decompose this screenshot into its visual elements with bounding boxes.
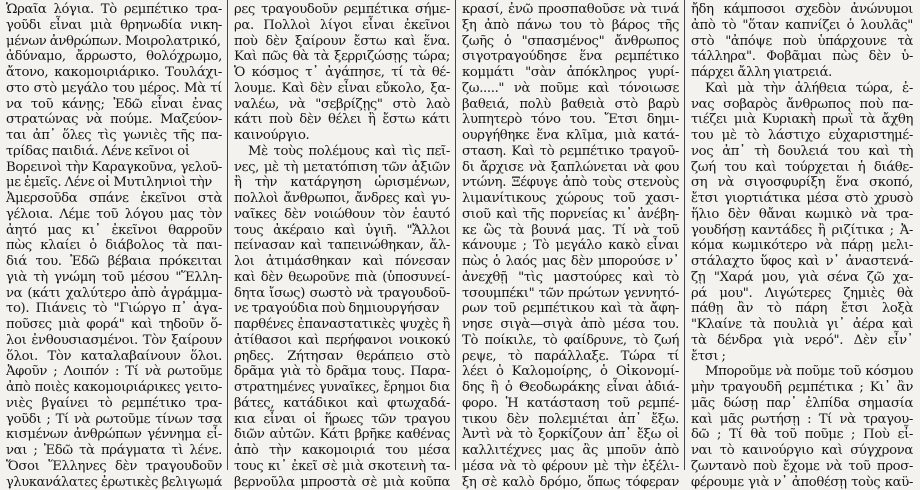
text-line: ζωῆς ὁ "σπασμένος" ἄνθρωπος: [462, 34, 679, 50]
text-line: λουμε. Καὶ δὲν εἶναι εὔκολο, ξα-: [234, 81, 450, 97]
text-line: ἤδη κάμποσοι σχεδὸν ἀνώνυμοι: [691, 2, 913, 18]
text-line: με ἐμεῖς. Λένε οἱ Μυτιληνιοὶ τὴν: [6, 175, 222, 191]
text-line: μένων ἀνθρώπων. Μοιρολατρικό,: [6, 34, 222, 50]
text-line: Μποροῦμε νὰ ποῦμε τοῦ κόσμου: [691, 364, 913, 380]
text-line: μᾶς δώσῃ παρ᾽ ἐλπίδα σημασία: [691, 396, 913, 412]
text-line: λυπητερὸ τόνο του. Ἔτσι δημι-: [462, 112, 679, 128]
text-line: ἀπὸ τὴν κακομοιριά του μέσα: [234, 443, 450, 459]
text-line: σταση. Καὶ τὸ ρεμπέτικο τραγοῦ-: [462, 144, 679, 160]
text-line: στάλαχτο ὕφος καὶ ν᾽ ἀναστενά-: [691, 254, 913, 270]
text-line: μέσα νὰ τὸ φέρουν μὲ τὴν ἐξέλι-: [462, 459, 679, 475]
text-line: τάλληρα". Φοβᾶμαι πὼς δὲν ὑ-: [691, 49, 913, 65]
text-line: ποὺ δὲν ξαίρουν ἔστω καὶ ἕνα.: [234, 34, 450, 50]
text-line: δρᾶμα γιὰ τὸ δρᾶμα τους. Παρα-: [234, 364, 450, 380]
text-line: ση νὰ σιγοσφυρίξη ἕνα σκοπό,: [691, 175, 913, 191]
text-line: "Κλαίνε τὰ πουλιὰ γι᾽ ἀέρα καὶ: [691, 317, 913, 333]
text-line: διῶν αὐτῶν. Κάτι βρῆκε καθένας: [234, 427, 450, 443]
text-line: το). Πιάνεις τὸ "Γιώργο π᾽ ἀγα-: [6, 301, 222, 317]
text-column-1: [4, 2, 224, 470]
text-line: Ἀφοῦν ; Λοιπόν : Τί νὰ ρωτοῦμε: [6, 364, 222, 380]
text-line: Βορεινοὶ τὴν Καραγκοῦνα, γελοῦ-: [6, 160, 222, 176]
text-line: κομμάτι "σὰν ἀπόκληρος γυρί-: [462, 65, 679, 81]
text-line: λέει ὁ Καλομοίρης, ὁ Οἰκονομί-: [462, 364, 679, 380]
text-line: σιοῦ καὶ τῆς πορνείας κι᾽ ἀνέβη-: [462, 207, 679, 223]
text-line: καὶ μᾶς ρωτήσῃ : Τί νὰ τραγου-: [691, 412, 913, 428]
text-line: δῶ ; Τί θὰ τοῦ ποῦμε ; Ποὺ εἶ-: [691, 427, 913, 443]
text-line: γιὰ τὴ γνώμη τοῦ μέσου "Ἕλλη-: [6, 270, 222, 286]
text-line: κισμένων ἀνθρώπων γέννημα εἶ-: [6, 427, 222, 443]
text-line: νησε σιγὰ—σιγὰ ἀπὸ μέσα του.: [462, 317, 679, 333]
text-line: ζωντανὸ ποὺ ἔχομε νὰ τοῦ προσ-: [691, 459, 913, 475]
text-line: καινούργιο.: [234, 128, 450, 144]
text-line: καὶ δὲν θεωροῦνε πιὰ (ὑποσυνεί-: [234, 270, 450, 286]
text-line: φορο. Ἡ κατάσταση τοῦ ρεμπέ-: [462, 396, 679, 412]
text-line: στο στὸ μεγάλο του μέρος. Μὰ τί: [6, 81, 222, 97]
text-column-3: [460, 2, 681, 470]
text-line: πάρχει ἄλλη γιατρειά.: [691, 65, 913, 81]
text-line: λιμανίτικους χώρους τοῦ χασι-: [462, 191, 679, 207]
text-line: μὴν τραγουδῆ ρεμπέτικα ; Κι᾽ ἂν: [691, 380, 913, 396]
text-line: νος ἀπ᾽ τὴ δουλειά του καὶ τὴ: [691, 144, 913, 160]
text-line: κρασί, ἐνῶ προσπαθοῦσε νὰ τινά: [462, 2, 679, 18]
text-line: του μὲ τὸ λάστιχο εὐχαριστημέ-: [691, 128, 913, 144]
text-line: ἔτσι ;: [691, 349, 913, 365]
text-line: ἀτίθασοι καὶ περήφανοι νοικοκύ: [234, 333, 450, 349]
text-line: ἀητό μας κι᾽ ἐκεῖνοι θαρροῦν: [6, 223, 222, 239]
text-line: γουδήσῃ καντάδες ἢ ριζίτικα ; Ἀ-: [691, 223, 913, 239]
text-line: ζωή του καὶ τούρχεται ἡ διάθε-: [691, 160, 913, 176]
text-line: φέρουμε γιὰ ν᾽ ἀποθέσῃ τοὺς καϋ-: [691, 475, 913, 490]
text-line: τρίδας παιδιά. Λένε κεῖνοι οἱ: [6, 144, 222, 160]
text-line: λοι ἀτιμάσθηκαν καὶ πόνεσαν: [234, 254, 450, 270]
text-line: ἥλιο δὲν θἄναι κωμικὸ νὰ τρα-: [691, 207, 913, 223]
text-line: να (κάτι χαλύτερο ἀπὸ ἀγράμμα-: [6, 286, 222, 302]
text-line: κε ὣς τὰ βουνά μας. Τί νὰ τοῦ: [462, 223, 679, 239]
text-line: ὅλοι. Τὸν καταλαβαίνουν ὅλοι.: [6, 349, 222, 365]
text-line: τὰ δένδρα γιὰ νερό". Δὲν εἶν᾽: [691, 333, 913, 349]
text-line: να τοῦ κάνῃς; Ἐδῶ εἶναι ἐνας: [6, 97, 222, 113]
text-line: ποῦσες μιὰ φορά" καὶ τηδοῦν ὅ-: [6, 317, 222, 333]
text-line: ρά μου". Λιγώτερες ζημιὲς θὰ: [691, 286, 913, 302]
text-line: βαθειά, πολὺ βαθειὰ στὸ βαρὺ: [462, 97, 679, 113]
column-rule: [227, 0, 228, 470]
text-line: κάτι ποὺ δὲν θέλει ἢ ἔστω κάτι: [234, 112, 450, 128]
text-line: νες, μὲ τὴ μετατόπιση τῶν ἀξιῶν: [234, 160, 450, 176]
text-line: ἔτσι γιορτιάτικα μέσα στὸ χρυσὸ: [691, 191, 913, 207]
text-line: ζῃ "Χαρά μου, γιὰ σένα ζῶ χα-: [691, 270, 913, 286]
text-line: δι ἄρχισε νὰ ξαπλώνεται νὰ φου: [462, 160, 679, 176]
text-line: τους ἀκέραιο καὶ ὑγιῆ. "Ἄλλοι: [234, 223, 450, 239]
text-line: πολλοὶ ἄνθρωποι, ἄνδρες καὶ γυ-: [234, 191, 450, 207]
text-line: γοῦδι ; Τί νὰ ρωτοῦμε τίνων τσα: [6, 412, 222, 428]
text-line: γοῦδι εἶναι μιὰ θρηνωδία νικη-: [6, 18, 222, 34]
text-line: Τὸ ποίκιλε, τὸ φαίδρυνε, τὸ ζωή: [462, 333, 679, 349]
text-line: ἀδύναμο, ἄρρωστο, θολόχρωμο,: [6, 49, 222, 65]
text-line: ἀπὸ ποιὲς κακομοιριάρικες γειτο-: [6, 380, 222, 396]
text-line: πὼς κλαίει ὁ διάβολος τὰ παι-: [6, 238, 222, 254]
text-line: ἢ τὴν κατάργηση ὡρισμένων,: [234, 175, 450, 191]
text-line: Καὶ πῶς θὰ τὰ ξερριζώσῃς τώρα;: [234, 49, 450, 65]
text-line: ἄτονο, κακομοιριάρικο. Τουλάχι-: [6, 65, 222, 81]
text-line: ρηδες. Ζήτησαν θεράπειο στὸ: [234, 349, 450, 365]
text-line: στὸ "ἀπόψε ποὺ ὑπάρχουνε τὰ: [691, 34, 913, 50]
text-line: ξη ἀπὸ πάνω του τὸ βάρος τῆς: [462, 18, 679, 34]
text-line: βάτες, κατάδικοι καὶ φτωχαδά-: [234, 396, 450, 412]
text-line: Ἀμερσοῦδα σπάνε ἐκεῖνοι στὰ: [6, 191, 222, 207]
text-line: νιὲς βγαίνει τὸ ρεμπέτικο τρα-: [6, 396, 222, 412]
text-line: στρατημένες γυναῖκες, ἔρημοι δια: [234, 380, 450, 396]
text-line: παρθένες ἐπαναστατικὲς ψυχὲς ἢ: [234, 317, 450, 333]
text-line: τικου δὲν πολεμιέται ἀπ᾽ ἔξω.: [462, 412, 679, 428]
text-line: ρων τοῦ ρεμπέτικου καὶ τὰ ἄφη-: [462, 301, 679, 317]
text-line: ρες τραγουδοῦν ρεμπέτικα σήμε-: [234, 2, 450, 18]
text-line: Ἀντὶ νὰ τὸ ξορκίζουν ἀπ᾽ ἔξω οἱ: [462, 427, 679, 443]
text-line: διά του. Ἐδῶ βέβαια πρόκειται: [6, 254, 222, 270]
text-line: δητα ἴσως) σωστὸ νὰ τραγουδοῦ-: [234, 286, 450, 302]
text-line: ζω....." νὰ ποῦμε καὶ τόνοιωσε: [462, 81, 679, 97]
text-line: ναλέω, νὰ "σεβρίζῃς" στὸ λαὸ: [234, 97, 450, 113]
text-line: ξη σὲ καλὸ δρόμο, ὅπως τόφεραν: [462, 475, 679, 490]
text-line: ντώνη. Ξέφυγε ἀπὸ τοὺς στενοὺς: [462, 175, 679, 191]
text-line: πείνασαν καὶ ταπεινώθηκαν, ἄλ-: [234, 238, 450, 254]
text-line: ται ἀπ᾽ ὅλες τὶς γωνιὲς τῆς πα-: [6, 128, 222, 144]
text-line: καλλιτέχνες μας ἂς μποῦν ἀπὸ: [462, 443, 679, 459]
text-line: τιέζει μιὰ Κυριακὴ πρωῒ τὰ ἄχθη: [691, 112, 913, 128]
text-line: ναι ; Ἐδῶ τὰ πράγματα τὶ λένε.: [6, 443, 222, 459]
text-line: ἀνεχθῇ "τὶς μαστούρες καὶ τὸ: [462, 270, 679, 286]
text-line: γέλοια. Λέμε τοῦ λόγου μας τὸν: [6, 207, 222, 223]
text-line: ρεψε, τὸ παράλλαξε. Τώρα τί: [462, 349, 679, 365]
text-line: πάθῃ ἂν τὸ πάρη ἔτσι λοξὰ: [691, 301, 913, 317]
text-line: τους κι᾽ ἐκεῖ σὲ μιὰ σκοτεινὴ τα-: [234, 459, 450, 475]
text-column-2: [232, 2, 452, 470]
column-rule: [684, 0, 685, 470]
text-line: νας σοβαρὸς ἄνθρωπος ποὺ πα-: [691, 97, 913, 113]
text-line: Μὲ τοὺς πολέμους καὶ τὶς πεῖ-: [234, 144, 450, 160]
text-line: στρατώνας νὰ πούμε. Μαζεύον-: [6, 112, 222, 128]
text-line: ρα. Πολλοὶ λίγοι εἶναι ἐκεῖνοι: [234, 18, 450, 34]
text-line: κάνουμε ; Τὸ μεγάλο κακὸ εἶναι: [462, 238, 679, 254]
text-line: ναι τὸ καινούργιο καὶ σύγχρονα: [691, 443, 913, 459]
text-line: σιγοτραγούδησε ἕνα ρεμπέτικο: [462, 49, 679, 65]
text-line: Καὶ μὰ τὴν ἀλήθεια τώρα, ἐ-: [691, 81, 913, 97]
text-line: δης ἢ ὁ Θεοδωράκης εἶναι ἀδιά-: [462, 380, 679, 396]
text-line: ουργήθηκε ἕνα κλῖμα, μιὰ κατά-: [462, 128, 679, 144]
text-line: τσουμπέκι" τῶν πρώτων γεννητό-: [462, 286, 679, 302]
text-line: κόμα κωμικότερο νὰ πάρῃ μελι-: [691, 238, 913, 254]
text-column-4: [689, 2, 915, 470]
text-line: Ὡραῖα λόγια. Τὸ ρεμπέτικο τρα-: [6, 2, 222, 18]
text-line: ναῖκες δὲν νοιώθουν τὸν ἑαυτό: [234, 207, 450, 223]
text-line: νε τραγούδια ποὺ δημιουργήσαν: [234, 301, 450, 317]
text-line: γλυκανάλατες ἐρωτικὲς βελιγωμά: [6, 475, 222, 490]
text-line: πὼς ὁ λαός μας δὲν μπορούσε ν᾽: [462, 254, 679, 270]
text-line: κια εἶναι οἱ ἥρωες τῶν τραγου: [234, 412, 450, 428]
text-line: ἀπὸ τὸ "ὅταν καπνίζει ὁ λουλᾶς": [691, 18, 913, 34]
text-line: Ὁ κόσμος τ᾽ ἀγάπησε, τί τὰ θέ-: [234, 65, 450, 81]
column-rule: [455, 0, 456, 470]
text-line: Ὅσοι Ἕλληνες δὲν τραγουδοῦν: [6, 459, 222, 475]
text-line: λοι ἐνθουσιασμένοι. Τὸν ξαίρουν: [6, 333, 222, 349]
text-line: βερνοῦλα μπροστὰ σὲ μιὰ κοῦπα: [234, 475, 450, 490]
